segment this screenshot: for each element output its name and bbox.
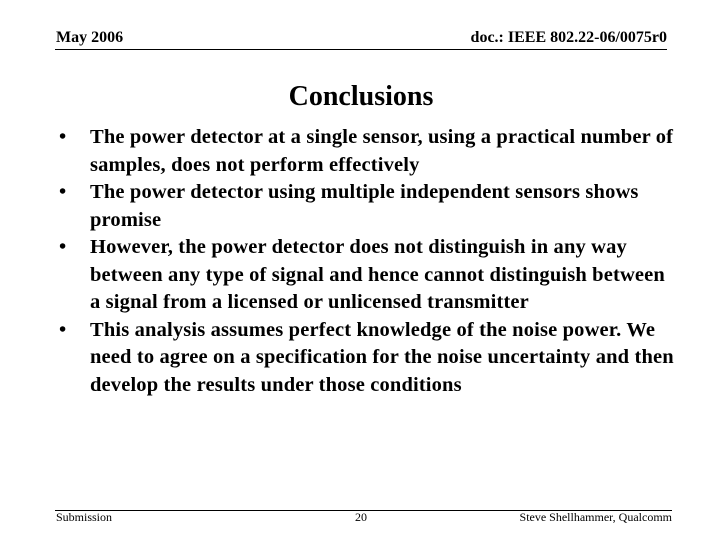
bullet-icon: • [59,181,67,203]
footer-author: Steve Shellhammer, Qualcomm [519,510,672,524]
slide-title: Conclusions [288,81,434,112]
bullet-text: This analysis assumes perfect knowledge of the noise power. We need to agree on a specification for the noise uncertainty and then develop the results under those conditions [90,318,674,396]
bullet-icon: • [59,236,67,258]
bullet-item-1 [56,124,676,179]
bullet-text: The power detector at a single sensor, using a practical number of samples, does not perform effectively [90,126,674,176]
page-number: 20 [355,510,367,524]
bullet-icon: • [59,318,67,341]
header-doc-id: doc.: IEEE 802.22-06/0075r0 [470,29,667,46]
bullet-item-4 [56,317,676,400]
bullet-list [56,124,676,399]
footer-submission: Submission [56,510,113,524]
bullet-text: The power detector using multiple independent sensors shows promise [90,181,639,231]
header-date: May 2006 [56,29,124,46]
bullet-icon: • [59,126,67,148]
bullet-item-3 [56,234,676,317]
header-divider [55,49,667,50]
bullet-text: However, the power detector does not distinguish in any way between any type of signal and hence cannot distinguish between a signal from a licensed or unlicensed transmitter [90,236,665,313]
bullet-item-2 [56,179,676,234]
